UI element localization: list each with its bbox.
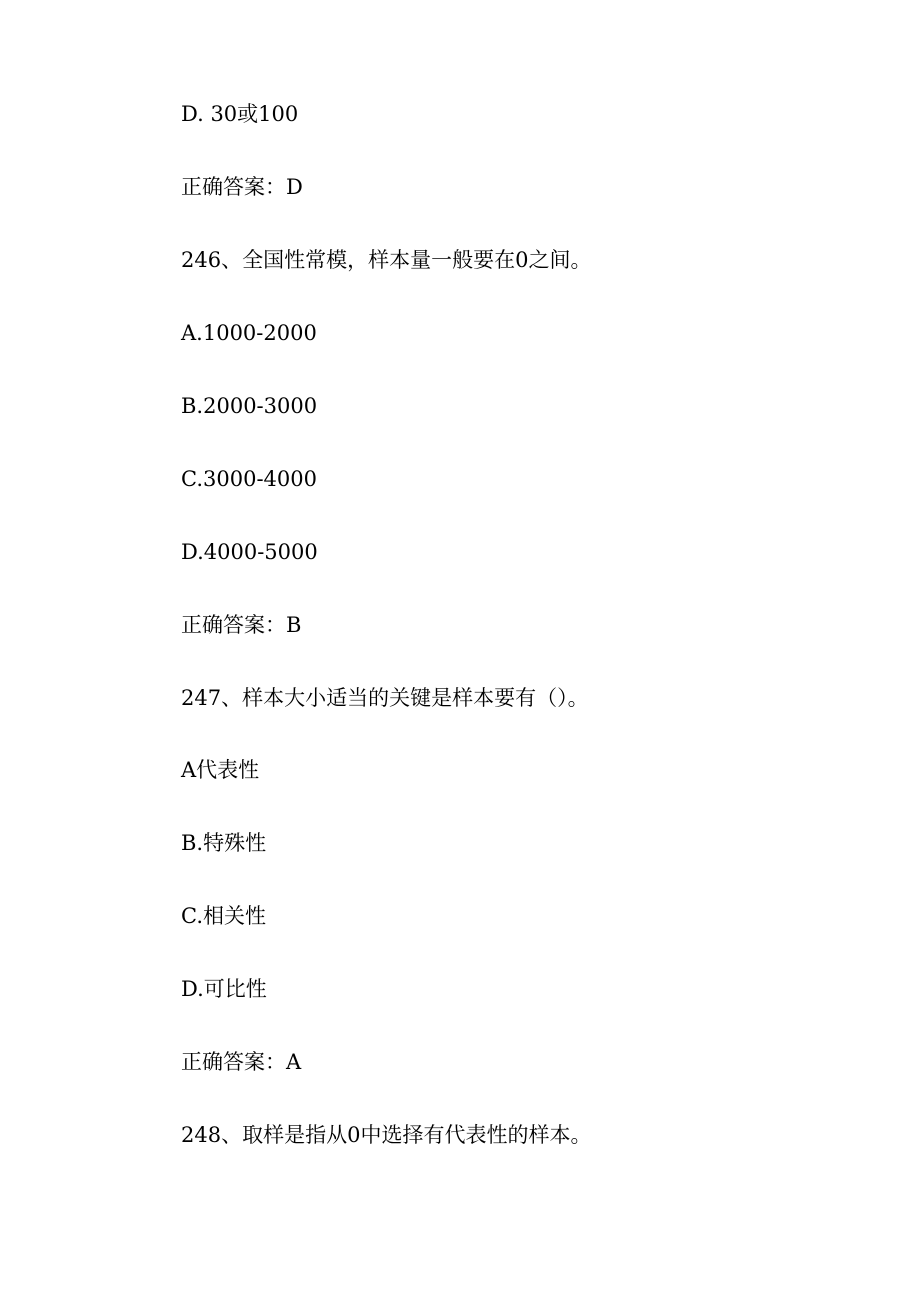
- question-247: 247、样本大小适当的关键是样本要有（）。: [181, 686, 589, 710]
- question-248: 248、取样是指从0中选择有代表性的样本。: [181, 1123, 592, 1147]
- option-d-q247: D.可比性: [181, 977, 267, 1001]
- option-c-q247: C.相关性: [181, 904, 266, 928]
- option-d-q246: D.4000-5000: [181, 540, 318, 564]
- answer-q246: 正确答案：B: [181, 613, 302, 637]
- option-a-q246: A.1000-2000: [181, 321, 317, 345]
- answer-q247: 正确答案：A: [181, 1050, 302, 1074]
- option-b-q246: B.2000-3000: [181, 394, 318, 418]
- option-c-q246: C.3000-4000: [181, 467, 317, 491]
- option-b-q247: B.特殊性: [181, 831, 267, 855]
- answer-q245: 正确答案：D: [181, 175, 303, 199]
- option-d-q245: D. 30或100: [181, 102, 299, 126]
- question-246: 246、全国性常模，样本量一般要在0之间。: [181, 248, 592, 272]
- option-a-q247: A代表性: [181, 758, 260, 782]
